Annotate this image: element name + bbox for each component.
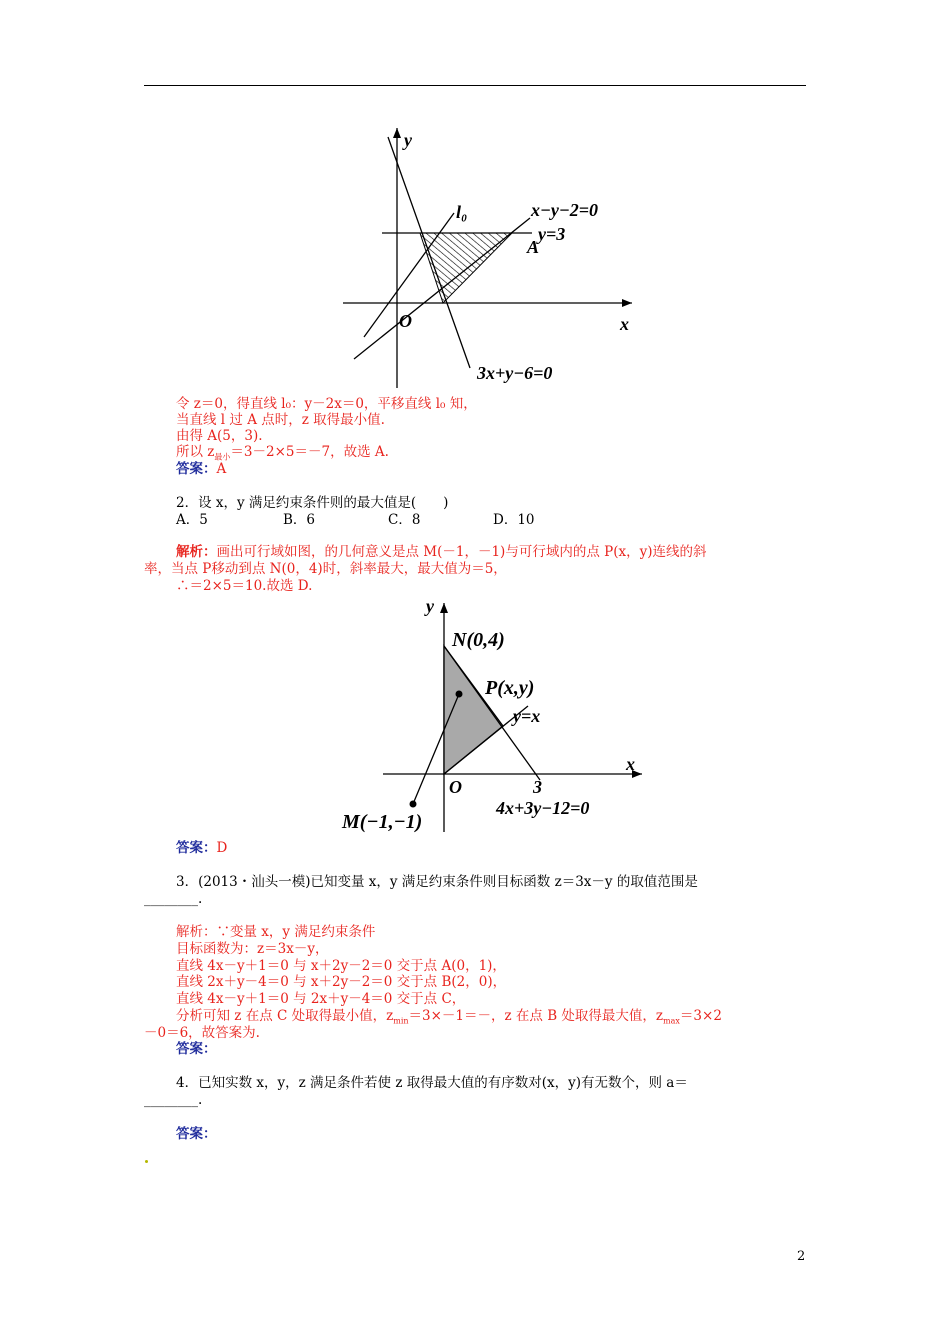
fig2-y-label: y bbox=[426, 596, 434, 616]
fig1-y-label: y bbox=[404, 130, 412, 150]
fig2-n-label: N(0,4) bbox=[452, 629, 505, 651]
fig1-l0-label: l₀ bbox=[456, 202, 468, 222]
q4-stem-1: 4．已知实数 x，y，z 满足条件若使 z 取得最大值的有序数对(x，y)有无数个，则 a＝ bbox=[176, 1075, 688, 1091]
q2-option-b: B．6 bbox=[283, 512, 316, 528]
p1-line4: 所以 $z_{最小}=3-2\times 5=-7$，故选 A. bbox=[176, 444, 389, 462]
q3-solution-2: 目标函数为：z＝3x－y， bbox=[176, 941, 329, 957]
q2-options bbox=[176, 512, 535, 529]
p1-answer: 答案：A bbox=[176, 461, 227, 477]
q3-solution-3: 直线 4x－y＋1＝0 与 x＋2y－2＝0 交于点 A(0，1)， bbox=[176, 958, 506, 974]
page-number: 2 bbox=[797, 1249, 806, 1264]
q2-stem: 2．设 x，y 满足约束条件则的最大值是( ) bbox=[176, 495, 449, 511]
fig1-line1-label: x−y−2=0 bbox=[531, 200, 599, 220]
q2-option-d: D．10 bbox=[493, 512, 535, 528]
q2-answer: 答案：D bbox=[176, 840, 228, 856]
point-p bbox=[456, 691, 463, 698]
q2-solution-3: ∴＝2×5＝10.故选 D. bbox=[176, 578, 313, 594]
fig2-three-label: 3 bbox=[533, 777, 542, 797]
q2-solution-2: 率，当点 P移动到点 N(0，4)时，斜率最大，最大值为＝5， bbox=[144, 561, 507, 577]
q4-answer: 答案： bbox=[176, 1126, 217, 1142]
q3-stem-2: ________. bbox=[144, 891, 203, 907]
q3-answer: 答案： bbox=[176, 1041, 217, 1057]
fig2-origin-label: O bbox=[449, 777, 462, 797]
fig2-p-label: P(x,y) bbox=[485, 677, 535, 699]
q3-solution-4: 直线 2x＋y－4＝0 与 x＋2y－2＝0 交于点 B(2，0)， bbox=[176, 974, 507, 990]
fig1-line3-label: 3x+y−6=0 bbox=[477, 363, 553, 383]
q4-stem-2: ________. bbox=[144, 1092, 203, 1108]
p1-line2: 当直线 l 过 A 点时，z 取得最小值. bbox=[176, 412, 385, 428]
fig1-line2-label: y=3 bbox=[538, 224, 566, 244]
q3-stem-1: 3．(2013・汕头一模)已知变量 x，y 满足约束条件则目标函数 z＝3x－y 的取值范围是 bbox=[176, 874, 698, 890]
q2-solution-1: 解析：画出可行域如图，的几何意义是点 M(－1，－1)与可行域内的点 P(x，y)连线的斜 bbox=[176, 544, 707, 560]
p1-line1: 令 z＝0，得直线 l₀：y－2x＝0，平移直线 l₀ 知， bbox=[176, 396, 477, 412]
fig1-origin-label: O bbox=[399, 311, 412, 331]
q2-option-c: C．8 bbox=[388, 512, 421, 528]
point-m bbox=[410, 801, 417, 808]
q3-solution-1: 解析：∵变量 x，y 满足约束条件 bbox=[176, 924, 376, 940]
q3-solution-6: 分析可知 z 在点 C 处取得最小值，$z_{min}=3\times-1=-$，z 在点 B 处取得最大值，$z_{max}=3\times 2$ bbox=[176, 1008, 722, 1026]
q3-solution-7: －0＝6，故答案为. bbox=[144, 1025, 260, 1041]
hatched-region bbox=[420, 233, 512, 303]
fig2-x-label: x bbox=[626, 754, 635, 774]
header-rule bbox=[144, 85, 806, 86]
q3-solution-5: 直线 4x－y＋1＝0 与 2x＋y－4＝0 交于点 C， bbox=[176, 991, 466, 1007]
figure-1-feasible-region bbox=[330, 122, 650, 392]
figure-2-feasible-region bbox=[330, 596, 650, 836]
fig1-x-label: x bbox=[620, 314, 629, 334]
q2-option-a: A．5 bbox=[176, 512, 208, 528]
fig2-line-label: 4x+3y−12=0 bbox=[496, 798, 590, 818]
fig1-point-a-label: A bbox=[527, 237, 540, 257]
stray-dot bbox=[145, 1160, 148, 1163]
fig2-m-label: M(−1,−1) bbox=[342, 811, 423, 833]
fig2-yx-label: y=x bbox=[513, 706, 541, 726]
p1-line3: 由得 A(5，3). bbox=[176, 428, 263, 444]
